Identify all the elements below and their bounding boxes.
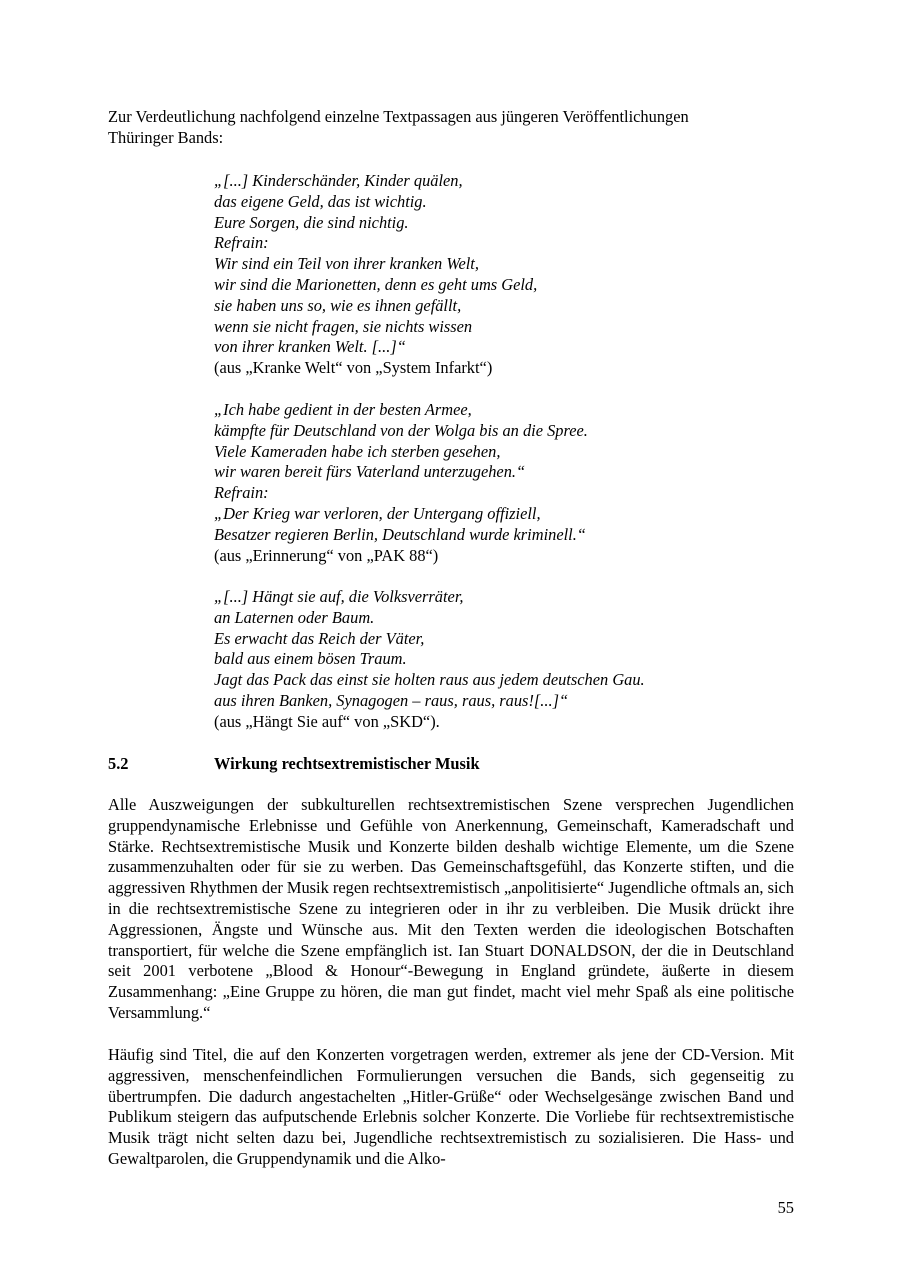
lyrics-line: wir waren bereit fürs Vaterland unterzugehen.“ [214, 462, 526, 482]
body-paragraph: Häufig sind Titel, die auf den Konzerten vorgetragen werden, extremer als jene der CD-Version. Mit aggressiven, menschenfeindlichen Formulierungen versuchen die Bands, sich gegenseitig zu übertrumpfen. Die dadurch angestachelten „Hitler-Grüße“ oder Wechselgesänge zwischen Band und Publikum steigern das aufputschende Erlebnis solcher Konzerte. Die Vorliebe für rechtsextremistische Musik trägt nicht selten dazu bei, Jugendliche rechtsextremistisch zu sozialisieren. Die Hass- und Gewaltparolen, die Gruppendynamik und die Alko- [108, 1045, 794, 1168]
lyrics-line: bald aus einem bösen Traum. [214, 649, 407, 669]
quote-source: (aus „Kranke Welt“ von „System Infarkt“) [214, 358, 493, 378]
lyrics-line: kämpfte für Deutschland von der Wolga bis an die Spree. [214, 420, 588, 440]
lyrics-line: an Laternen oder Baum. [214, 607, 375, 627]
lyrics-line: von ihrer kranken Welt. [...]“ [214, 337, 406, 357]
lyrics-quote-kranke-welt [214, 171, 814, 379]
quote-source: (aus „Erinnerung“ von „PAK 88“) [214, 545, 439, 565]
lyrics-line: Eure Sorgen, die sind nichtig. [214, 212, 409, 232]
lyrics-line: aus ihren Banken, Synagogen – raus, raus, raus![...]“ [214, 690, 569, 710]
page-number: 55 [777, 1198, 794, 1217]
lyrics-line: sie haben uns so, wie es ihnen gefällt, [214, 295, 462, 315]
section-number: 5.2 [108, 754, 129, 773]
lyrics-line: „[...] Kinderschänder, Kinder quälen, [214, 171, 463, 190]
lyrics-line: Refrain: [214, 483, 269, 503]
lyrics-line: Es erwacht das Reich der Väter, [214, 628, 425, 648]
intro-line: Zur Verdeutlichung nachfolgend einzelne Textpassagen aus jüngeren Veröffentlichungen [108, 107, 689, 126]
lyrics-line: „Ich habe gedient in der besten Armee, [214, 400, 472, 419]
lyrics-line: „Der Krieg war verloren, der Untergang offiziell, [214, 503, 541, 523]
lyrics-line: Wir sind ein Teil von ihrer kranken Welt, [214, 254, 479, 274]
lyrics-line: wir sind die Marionetten, denn es geht ums Geld, [214, 274, 538, 294]
lyrics-quote-haengt-sie-auf [214, 587, 814, 733]
quote-source: (aus „Hängt Sie auf“ von „SKD“). [214, 711, 440, 731]
intro-line: Thüringer Bands: [108, 127, 224, 147]
section-title: Wirkung rechtsextremistischer Musik [214, 754, 480, 773]
lyrics-line: das eigene Geld, das ist wichtig. [214, 191, 427, 211]
body-paragraph: Alle Auszweigungen der subkulturellen rechtsextremistischen Szene versprechen Jugendlichen gruppendynamische Erlebnisse und Gefühle von Anerkennung, Gemeinschaft, Kameradschaft und Stärke. Rechtsextremistische Musik und Konzerte bilden deshalb wichtige Elemente, um die Szene zusammenzuhalten oder für sie zu werben. Das Gemeinschaftsgefühl, das Konzerte stiften, und die aggressiven Rhythmen der Musik regen rechtsextremistisch „anpolitisierte“ Jugendliche oftmals an, sich in die rechtsextremistische Szene zu integrieren oder in ihr zu verbleiben. Die Musik drückt ihre Aggressionen, Ängste und Wünsche aus. Mit den Texten werden die ideologischen Botschaften transportiert, für welche die Szene empfänglich ist. Ian Stuart DONALDSON, der die in Deutschland seit 2001 verbotene „Blood & Honour“-Bewegung in England gründete, äußerte in diesem Zusammenhang: „Eine Gruppe zu hören, die man gut findet, macht viel mehr Spaß als eine politische Versammlung.“ [108, 795, 794, 1022]
lyrics-line: Refrain: [214, 233, 269, 253]
lyrics-line: Besatzer regieren Berlin, Deutschland wurde kriminell.“ [214, 524, 586, 544]
lyrics-line: „[...] Hängt sie auf, die Volksverräter, [214, 587, 464, 606]
lyrics-line: Viele Kameraden habe ich sterben gesehen, [214, 441, 501, 461]
lyrics-line: Jagt das Pack das einst sie holten raus aus jedem deutschen Gau. [214, 670, 645, 690]
lyrics-line: wenn sie nicht fragen, sie nichts wissen [214, 316, 473, 336]
intro-text [108, 107, 794, 149]
lyrics-quote-erinnerung [214, 400, 814, 566]
